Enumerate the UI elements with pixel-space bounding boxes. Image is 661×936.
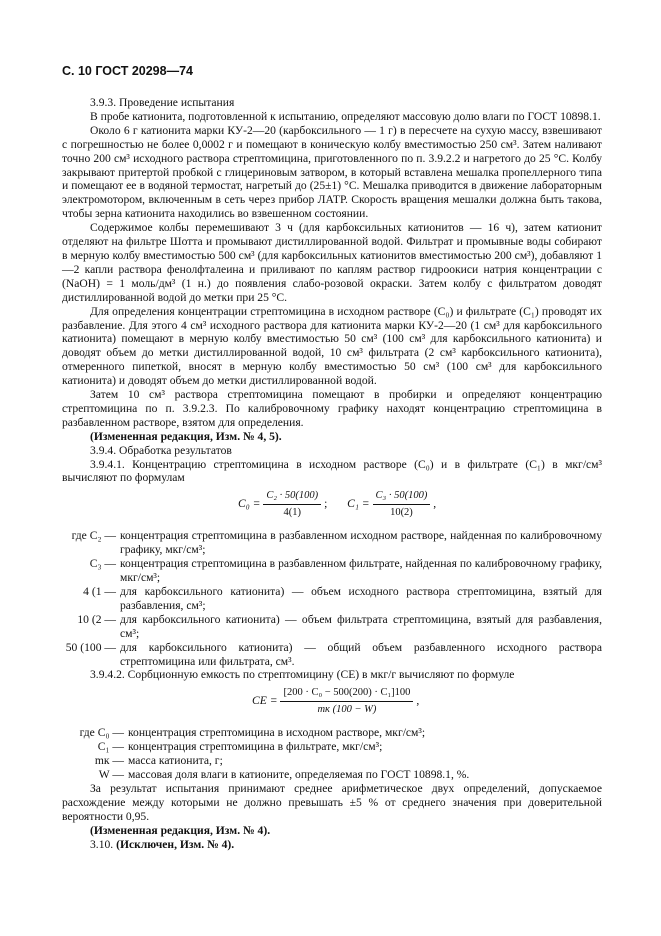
definition-text: массовая доля влаги в катионите, определяемая по ГОСТ 10898.1, %. bbox=[128, 768, 470, 782]
definition-item bbox=[62, 613, 602, 641]
definition-item bbox=[62, 585, 602, 613]
definition-term: 10 (2 — bbox=[77, 612, 116, 626]
definition-text: концентрация стрептомицина в фильтрате, мкг/см³; bbox=[128, 740, 383, 754]
formula-c1-denominator: 10(2) bbox=[390, 507, 413, 519]
paragraph-dilution: Для определения концентрации стрептомицина в исходном растворе (C₀) и фильтрате (C₁) проводят их разбавление. Для этого 4 см³ исходного раствора для катионита марки КУ-2—20 (1 см³ для карбоксильного катионита) помещают в мерную колбу вместимостью 50 см³ (100 см³ для карбоксильного катионита) и доводят объем до метки дистиллированной водой, 10 см³ фильтрата (2 см³ карбоксильного катионита), отмеренного пипеткой, вносят в мерную колбу вместимостью 50 см³ (100 см³ для карбоксильного катионита) и доводят объем до метки дистиллированной водой. bbox=[62, 304, 602, 388]
definition-term: 4 (1 — bbox=[83, 585, 116, 598]
formula-c1-fraction bbox=[373, 489, 431, 520]
definition-term: C₃ — bbox=[89, 557, 116, 571]
section-3-10-text: (Исключен, Изм. № 4). bbox=[116, 837, 235, 851]
paragraph-moisture: В пробе катионита, подготовленной к испытанию, определяют массовую долю влаги по ГОСТ 10898.1. bbox=[90, 109, 601, 123]
formula-c1-numerator: C₃ · 50(100) bbox=[373, 489, 431, 505]
formula-ce-sep: , bbox=[416, 694, 420, 708]
formula-ce bbox=[62, 686, 602, 720]
formula-ce-fraction bbox=[280, 686, 413, 717]
definition-text: концентрация стрептомицина в разбавленном исходном растворе, найденная по калибровочному графику, мкг/см³; bbox=[120, 529, 602, 557]
definition-term: 50 (100 — bbox=[65, 640, 116, 654]
formula-c0-lhs: C₀ = bbox=[238, 497, 261, 511]
formula-ce-lhs: CE = bbox=[252, 694, 278, 708]
section-3-10 bbox=[62, 838, 602, 852]
page-header: С. 10 ГОСТ 20298—74 bbox=[62, 64, 193, 78]
definition-item bbox=[62, 529, 602, 557]
definition-text: концентрация стрептомицина в разбавленном фильтрате, найденная по калибровочному графику, мкг/см³; bbox=[120, 557, 602, 585]
definitions-list-2 bbox=[62, 726, 602, 782]
definition-item bbox=[62, 641, 602, 669]
section-3-9-3-title: 3.9.3. Проведение испытания bbox=[90, 96, 235, 109]
paragraph-result: За результат испытания принимают среднее арифметическое двух определений, допускаемое расхождение между которыми не должно превышать ±5 % от среднего значения при доверительной вероятности 0,95. bbox=[62, 781, 602, 823]
section-3-10-number: 3.10. bbox=[90, 837, 114, 851]
edition-note-1: (Измененная редакция, Изм. № 4, 5). bbox=[90, 429, 282, 443]
definition-item bbox=[62, 740, 602, 754]
edition-note-2: (Измененная редакция, Изм. № 4). bbox=[90, 823, 271, 837]
formula-c0-numerator: C₂ · 50(100) bbox=[263, 489, 321, 505]
paragraph-procedure: Около 6 г катионита марки КУ-2—20 (карбоксильного — 1 г) в пересчете на сухую массу, взвешивают с погрешностью не более 0,0002 г и помещают в коническую колбу вместимостью 250 см³. Затем наливают точно 200 см³ исходного раствора стрептомицина, приготовленного по п. 3.9.2.2 и нагретого до 25 °С. Колбу закрывают притертой пробкой с глицериновым затвором, в который вставлена мешалка пропеллерного типа и помещают ее в водяной термостат, нагретый до (25±1) °С. Мешалка приводится в движение лабораторным электромотором, включенным в сеть через прибор ЛАТР. Скорость вращения мешалки должна быть такова, чтобы зерна катионита находились во взвешенном состоянии. bbox=[62, 123, 602, 221]
formula-c0-sep: ; bbox=[324, 497, 328, 511]
section-3-9-4-title: 3.9.4. Обработка результатов bbox=[90, 443, 232, 457]
document-body bbox=[62, 96, 602, 852]
definition-text: для карбоксильного катионита) — объем исходного раствора стрептомицина, взятый для разбавления, см³; bbox=[120, 585, 602, 612]
paragraph-calibration: Затем 10 см³ раствора стрептомицина помещают в пробирки и определяют концентрацию стрептомицина по п. 3.9.2.3. По калибровочному графику находят концентрацию стрептомицина в разбавленном растворе, взятом для определения. bbox=[62, 388, 602, 429]
paragraph-mixing: Содержимое колбы перемешивают 3 ч (для карбоксильных катионитов — 16 ч), затем катионит отделяют на фильтре Шотта и промывают дистиллированной водой. Фильтрат и промывные воды собирают в мерную колбу вместимостью 500 см³ (для карбоксильных катионитов вместимостью 200 см³), добавляют 1—2 капли раствора фенолфталеина и приливают по каплям раствор гидроокиси натрия концентрации c (NaOH) = 1 моль/дм³ (1 н.) до появления слабо-розовой окраски. Затем колбу с фильтратом доводят дистиллированной водой до метки при 25 °С. bbox=[62, 221, 602, 304]
formula-c1-sep: , bbox=[433, 497, 437, 511]
paragraph-sorption-formula-intro: 3.9.4.2. Сорбционную емкость по стрептомицину (CE) в мкг/г вычисляют по формуле bbox=[90, 668, 515, 682]
formula-ce-denominator: mк (100 − W) bbox=[317, 704, 377, 716]
definition-item bbox=[62, 754, 602, 768]
definition-text: для карбоксильного катионита) — общий объем разбавленного исходного раствора стрептомицина или фильтрата, см³. bbox=[120, 640, 602, 668]
formula-c0-fraction bbox=[263, 489, 321, 520]
definitions-list-1 bbox=[62, 529, 602, 668]
definition-text: для карбоксильного катионита) — объем фильтрата стрептомицина, взятый для разбавления, см³; bbox=[120, 612, 602, 640]
formula-c0-denominator: 4(1) bbox=[283, 507, 302, 519]
definition-item bbox=[62, 726, 602, 740]
paragraph-concentration-formula-intro: 3.9.4.1. Концентрацию стрептомицина в исходном растворе (C₀) и в фильтрате (C₁) в мкг/см³ вычисляют по формулам bbox=[62, 457, 602, 485]
definition-text: масса катионита, г; bbox=[128, 754, 223, 768]
definition-term: где C₂ — bbox=[71, 529, 116, 543]
definition-text: концентрация стрептомицина в исходном растворе, мкг/см³; bbox=[128, 726, 426, 740]
definition-term: mк — bbox=[94, 754, 124, 768]
definition-item bbox=[62, 557, 602, 585]
definition-term: где C₀ — bbox=[79, 726, 124, 740]
formula-ce-numerator: [200 · C₀ − 500(200) · C₁]100 bbox=[280, 686, 413, 702]
definition-term: C₁ — bbox=[97, 740, 124, 754]
formula-c0-c1 bbox=[62, 489, 602, 523]
definition-term: W — bbox=[98, 768, 124, 782]
definition-item bbox=[62, 768, 602, 782]
formula-c1-lhs: C₁ = bbox=[347, 497, 370, 511]
